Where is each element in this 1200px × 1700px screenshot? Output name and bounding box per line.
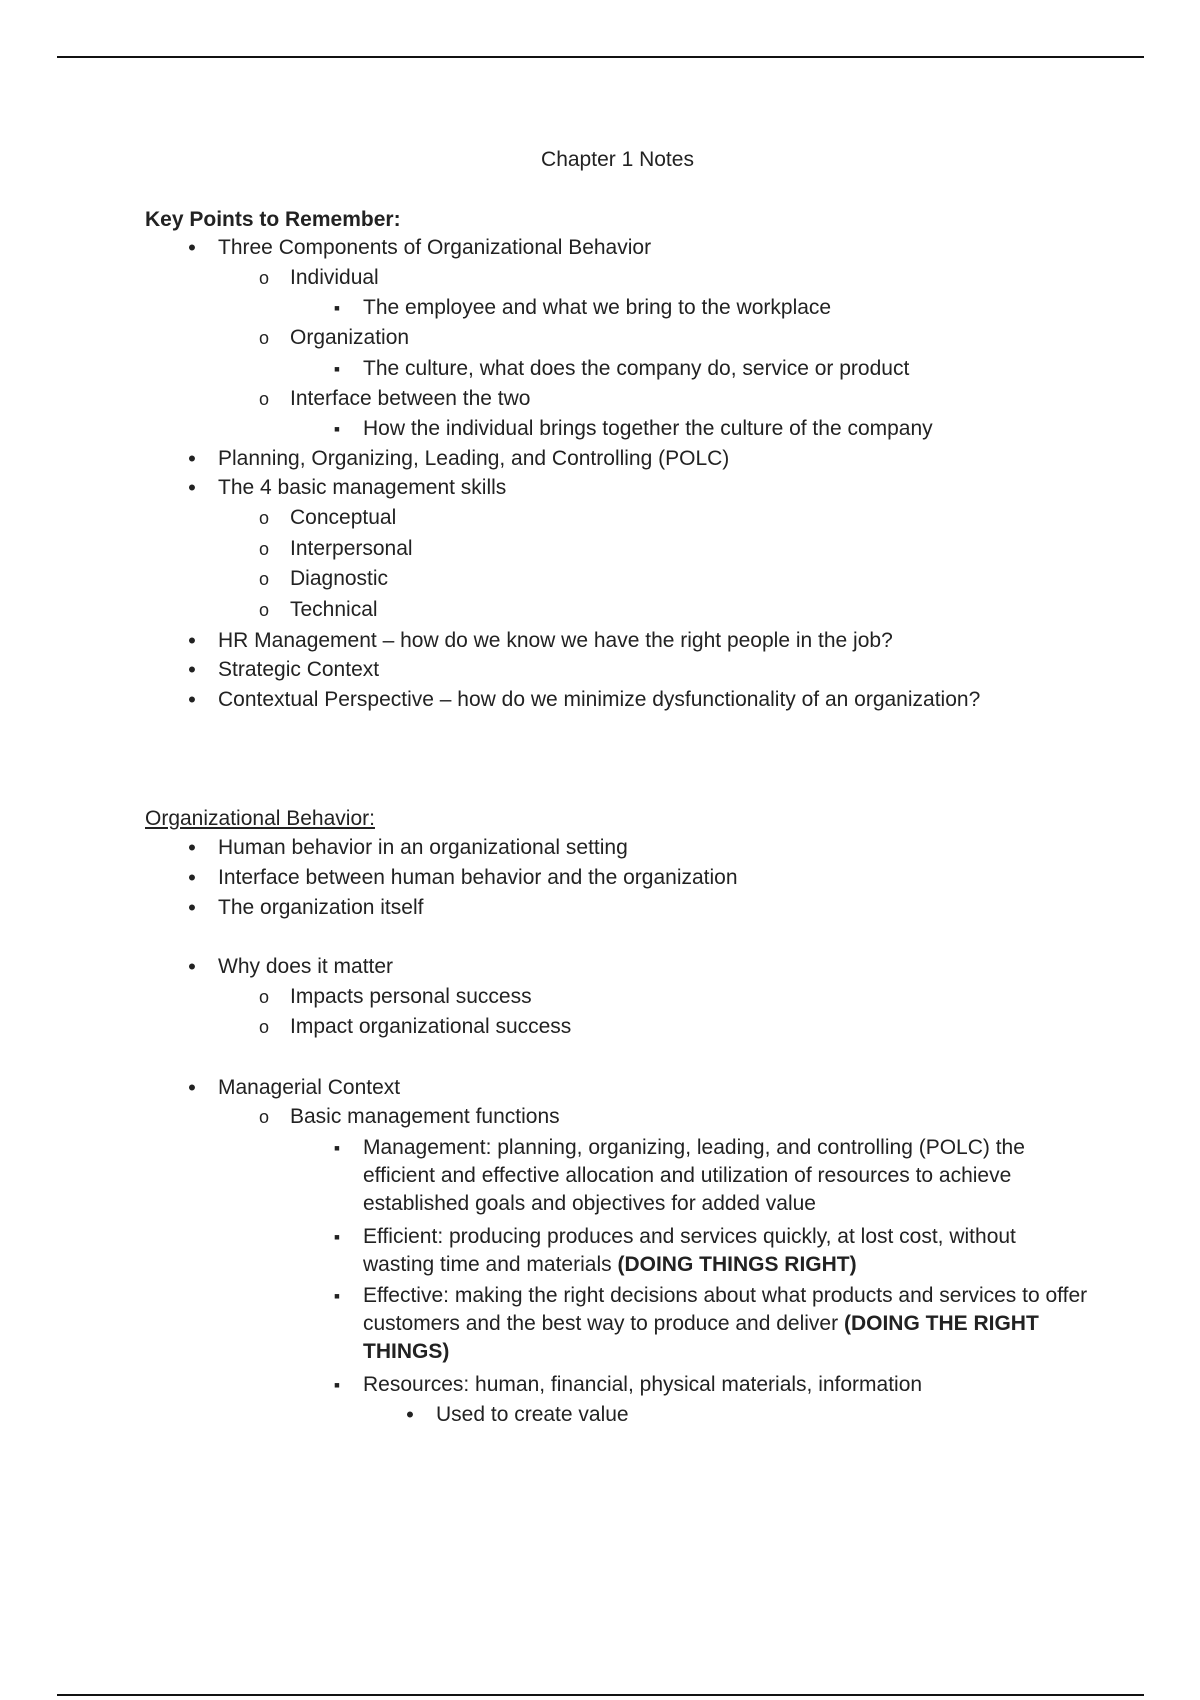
emphasis-text: (DOING THE RIGHT THINGS): [363, 1312, 1039, 1363]
emphasis-text: (DOING THINGS RIGHT): [617, 1253, 857, 1276]
bullet-icon: [182, 474, 202, 503]
circle-bullet-icon: [254, 1013, 274, 1041]
bullet-icon: [182, 627, 202, 656]
list-item: o Technical: [290, 596, 378, 624]
circle-bullet-icon: [254, 596, 274, 624]
list-item: • Interface between human behavior and the organization: [218, 864, 738, 892]
list-item: • HR Management – how do we know we have the right people in the job?: [218, 627, 893, 655]
square-bullet-icon: [327, 1223, 347, 1251]
list-item: ▪ Management: planning, organizing, leading, and controlling (POLC) the efficient and effective allocation and utilization of resources to achieve established goals and objectives for added value: [363, 1134, 1088, 1218]
circle-bullet-icon: [254, 504, 274, 532]
circle-bullet-icon: [254, 385, 274, 413]
bullet-icon: [182, 834, 202, 863]
list-item: o Diagnostic: [290, 565, 388, 593]
page-title: Chapter 1 Notes: [541, 148, 694, 171]
circle-bullet-icon: [254, 535, 274, 563]
bullet-icon: [182, 656, 202, 685]
bullet-icon: [182, 864, 202, 893]
list-item: • Human behavior in an organizational setting: [218, 834, 628, 862]
list-item: • Why does it matter: [218, 953, 393, 981]
bottom-rule: [57, 1694, 1144, 1696]
list-item: ▪ Efficient: producing produces and services quickly, at lost cost, without wasting time and materials (DOING THINGS RIGHT): [363, 1223, 1088, 1279]
square-bullet-icon: [327, 1134, 347, 1162]
top-rule: [57, 56, 1144, 58]
org-behavior-heading: Organizational Behavior:: [145, 807, 375, 830]
list-item: o Conceptual: [290, 504, 396, 532]
bullet-icon: [182, 234, 202, 263]
square-bullet-icon: [327, 294, 347, 322]
square-bullet-icon: [327, 1371, 347, 1399]
list-item: ▪ The culture, what does the company do, service or product: [363, 355, 909, 383]
key-points-heading: Key Points to Remember:: [145, 208, 401, 231]
square-bullet-icon: [327, 1282, 347, 1310]
bullet-icon: [182, 953, 202, 982]
list-item: ▪ Resources: human, financial, physical materials, information: [363, 1371, 922, 1399]
list-item: ▪ The employee and what we bring to the workplace: [363, 294, 831, 322]
list-item: ▪ How the individual brings together the culture of the company: [363, 415, 933, 443]
list-item: o Interpersonal: [290, 535, 413, 563]
list-item: o Impact organizational success: [290, 1013, 571, 1041]
circle-bullet-icon: [254, 565, 274, 593]
list-item: • Strategic Context: [218, 656, 379, 684]
list-item: • Managerial Context: [218, 1074, 400, 1102]
square-bullet-icon: [327, 355, 347, 383]
list-item: o Interface between the two: [290, 385, 531, 413]
circle-bullet-icon: [254, 264, 274, 292]
circle-bullet-icon: [254, 983, 274, 1011]
square-bullet-icon: [327, 415, 347, 443]
list-item: o Impacts personal success: [290, 983, 532, 1011]
list-item: o Organization: [290, 324, 409, 352]
list-item: o Individual: [290, 264, 379, 292]
list-item: • The organization itself: [218, 894, 423, 922]
list-item: • The 4 basic management skills: [218, 474, 506, 502]
list-item: ▪ Effective: making the right decisions about what products and services to offer customers and the best way to produce and deliver (DOING THE RIGHT THINGS): [363, 1282, 1088, 1366]
bullet-icon: [182, 894, 202, 923]
list-item: • Planning, Organizing, Leading, and Controlling (POLC): [218, 445, 729, 473]
list-item: • Three Components of Organizational Behavior: [218, 234, 651, 262]
circle-bullet-icon: [254, 324, 274, 352]
bullet-icon: [182, 445, 202, 474]
list-item: • Contextual Perspective – how do we minimize dysfunctionality of an organization?: [218, 686, 980, 714]
circle-bullet-icon: [254, 1103, 274, 1131]
list-item: • Used to create value: [436, 1401, 629, 1429]
bullet-icon: [182, 686, 202, 715]
bullet-icon: [182, 1074, 202, 1103]
bullet-icon: [400, 1401, 420, 1430]
list-item: o Basic management functions: [290, 1103, 560, 1131]
